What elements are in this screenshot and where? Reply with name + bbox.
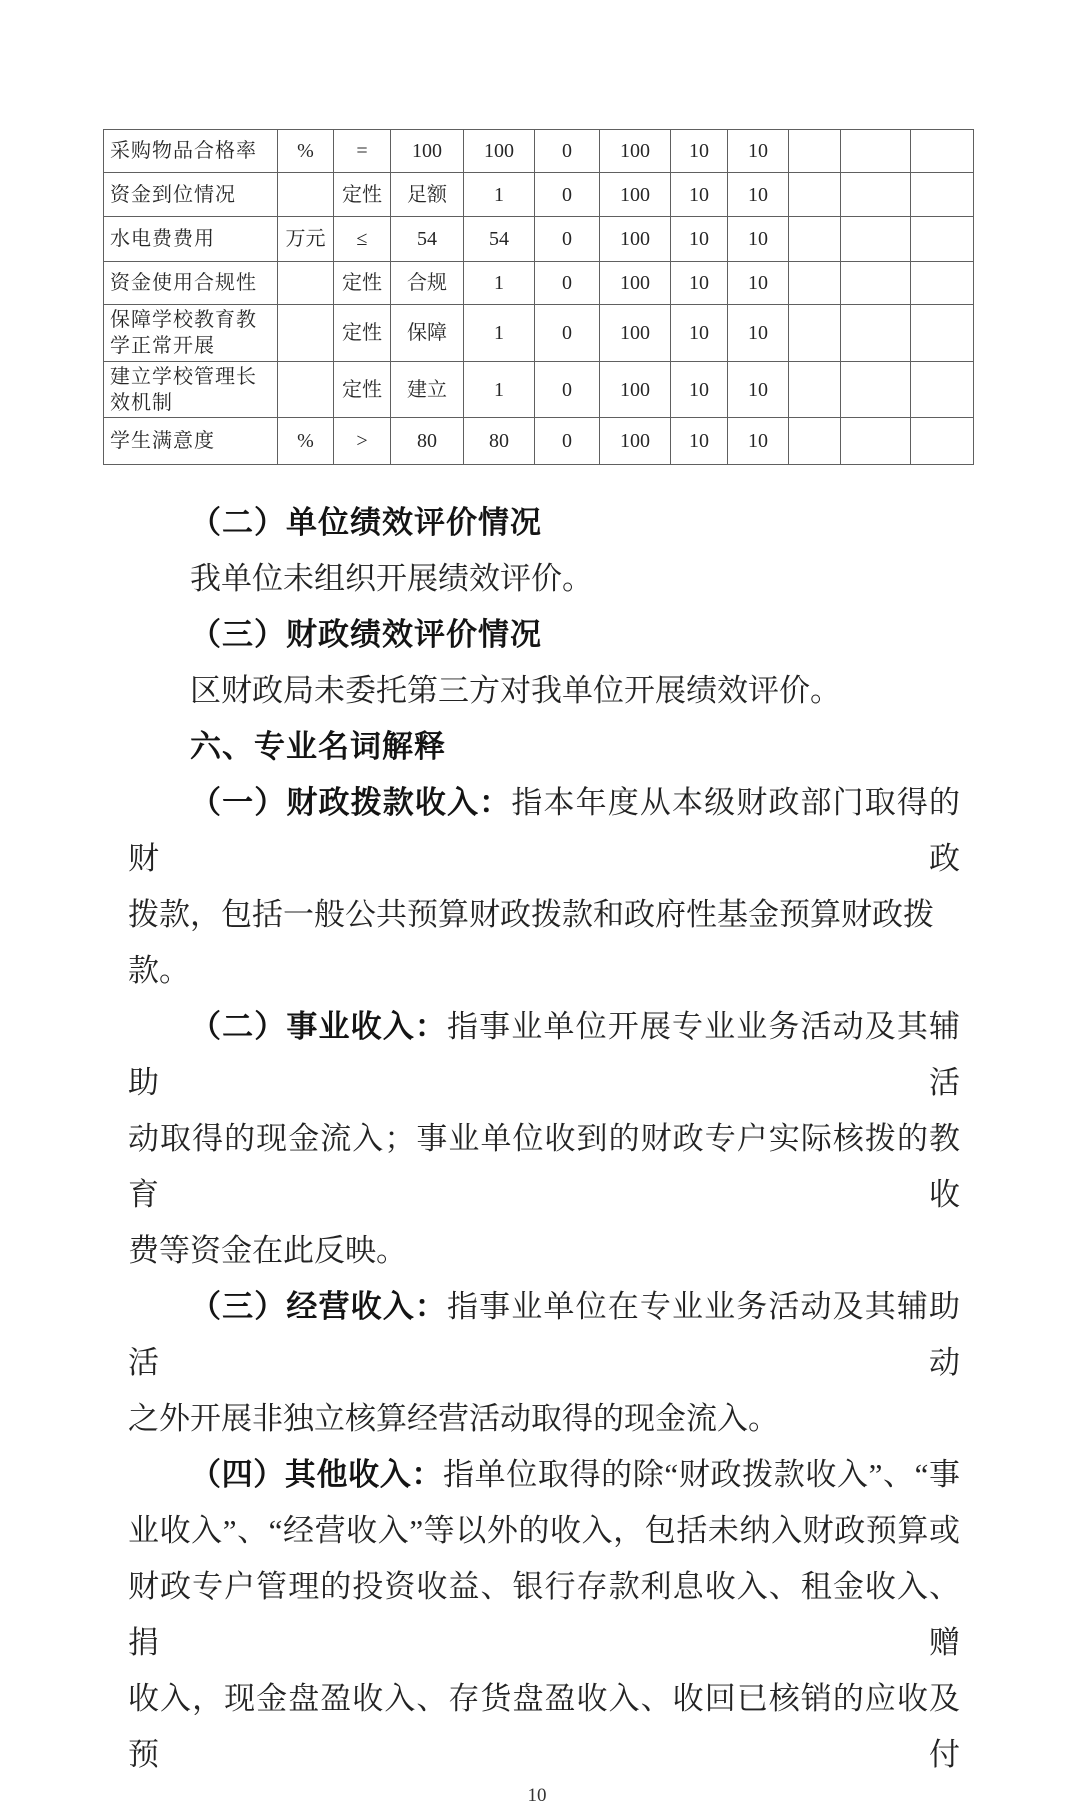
table-cell: 0 — [535, 130, 600, 173]
table-cell — [911, 418, 974, 465]
table-cell: 10 — [671, 217, 728, 262]
table-cell — [841, 418, 911, 465]
table-cell — [841, 305, 911, 362]
table-cell: 定性 — [334, 262, 391, 305]
table-cell: 10 — [728, 362, 789, 418]
line-other-income-3: 财政专户管理的投资收益、银行存款利息收入、租金收入、捐赠 — [128, 1569, 960, 1660]
table-cell — [789, 217, 841, 262]
document-page — [0, 129, 1074, 1809]
table-cell: 100 — [600, 305, 671, 362]
table-cell: 10 — [728, 418, 789, 465]
table-cell: 保障 — [391, 305, 464, 362]
table-cell: 10 — [671, 305, 728, 362]
table-cell: 水电费费用 — [104, 217, 278, 262]
row-management-mechanism — [104, 362, 974, 418]
table-cell — [789, 173, 841, 217]
line-fiscal-appropriation-income-2: 拨款，包括一般公共预算财政拨款和政府性基金预算财政拨款。 — [128, 897, 934, 988]
table-cell: 1 — [464, 362, 535, 418]
table-cell: 0 — [535, 262, 600, 305]
table-cell — [841, 173, 911, 217]
heading-unit-performance-evaluation — [128, 495, 960, 551]
table-cell: ≤ — [334, 217, 391, 262]
table-cell: 100 — [600, 173, 671, 217]
table-cell — [278, 362, 334, 418]
table-cell: 0 — [535, 173, 600, 217]
table-cell — [911, 173, 974, 217]
table-cell — [278, 305, 334, 362]
table-cell: 80 — [464, 418, 535, 465]
table-cell — [841, 362, 911, 418]
line-other-income-2: 业收入”、“经营收入”等以外的收入，包括未纳入财政预算或 — [128, 1513, 960, 1548]
term-label: （一）财政拨款收入： — [190, 785, 512, 820]
table-cell — [789, 305, 841, 362]
table-cell — [789, 130, 841, 173]
table-cell — [911, 305, 974, 362]
table-cell: % — [278, 418, 334, 465]
table-cell: 合规 — [391, 262, 464, 305]
para-unit-performance-evaluation: 我单位未组织开展绩效评价。 — [190, 561, 593, 596]
line-other-income-4: 收入，现金盘盈收入、存货盘盈收入、收回已核销的应收及预付 — [128, 1681, 960, 1772]
table-cell — [841, 130, 911, 173]
row-student-satisfaction — [104, 418, 974, 465]
table-cell: 10 — [671, 173, 728, 217]
table-cell: 10 — [671, 418, 728, 465]
table-cell: 10 — [728, 130, 789, 173]
term-label: （四）其他收入： — [190, 1457, 444, 1492]
table-cell: 1 — [464, 305, 535, 362]
indicator-score-table — [103, 129, 974, 465]
table-cell: 10 — [671, 362, 728, 418]
table-cell: 0 — [535, 217, 600, 262]
table-cell: 54 — [391, 217, 464, 262]
table-cell: 足额 — [391, 173, 464, 217]
table-cell — [911, 217, 974, 262]
table-cell: 建立学校管理长效机制 — [104, 362, 278, 418]
table-cell: 10 — [728, 305, 789, 362]
table-cell: 10 — [728, 217, 789, 262]
table-cell: 54 — [464, 217, 535, 262]
table-cell — [278, 262, 334, 305]
table-cell: 100 — [600, 130, 671, 173]
table-cell: 80 — [391, 418, 464, 465]
table-cell: 100 — [600, 217, 671, 262]
line-commercial-income-2: 之外开展非独立核算经营活动取得的现金流入。 — [128, 1401, 779, 1436]
row-procurement-pass-rate — [104, 130, 974, 173]
document-body — [128, 495, 960, 1783]
line-fiscal-appropriation-income-1: （一）财政拨款收入：指本年度从本级财政部门取得的财政 — [128, 785, 961, 876]
table-cell: > — [334, 418, 391, 465]
table-cell: 100 — [600, 262, 671, 305]
line-business-income-2: 动取得的现金流入；事业单位收到的财政专户实际核拨的教育收 — [128, 1121, 960, 1212]
table-cell: 0 — [535, 362, 600, 418]
table-cell: 100 — [464, 130, 535, 173]
heading-text: 六、专业名词解释 — [190, 729, 446, 764]
term-label: （二）事业收入： — [190, 1009, 448, 1044]
para-fiscal-performance-evaluation: 区财政局未委托第三方对我单位开展绩效评价。 — [190, 673, 841, 708]
table-cell — [278, 173, 334, 217]
table-cell: 建立 — [391, 362, 464, 418]
heading-text: （二）单位绩效评价情况 — [190, 505, 542, 540]
table-cell: 100 — [600, 362, 671, 418]
line-commercial-income-1: （三）经营收入：指事业单位在专业业务活动及其辅助活动 — [128, 1289, 961, 1380]
line-business-income-1: （二）事业收入：指事业单位开展专业业务活动及其辅助活 — [128, 1009, 961, 1100]
table-cell: 定性 — [334, 305, 391, 362]
heading-fiscal-performance-evaluation — [128, 607, 960, 663]
table-cell: 定性 — [334, 362, 391, 418]
row-utility-fee — [104, 217, 974, 262]
table-cell: 10 — [728, 173, 789, 217]
line-business-income-3: 费等资金在此反映。 — [128, 1233, 407, 1268]
page-number: 10 — [527, 1785, 547, 1806]
table-cell: 10 — [671, 130, 728, 173]
table-cell: 1 — [464, 173, 535, 217]
table-cell: 100 — [391, 130, 464, 173]
table-cell — [789, 418, 841, 465]
table-cell — [911, 362, 974, 418]
table-cell — [789, 262, 841, 305]
row-education-teaching-guarantee — [104, 305, 974, 362]
table-cell — [789, 362, 841, 418]
heading-text: （三）财政绩效评价情况 — [190, 617, 542, 652]
table-cell: % — [278, 130, 334, 173]
table-cell: 100 — [600, 418, 671, 465]
table-cell — [841, 262, 911, 305]
row-fund-use-compliance — [104, 262, 974, 305]
table-cell: 10 — [728, 262, 789, 305]
line-other-income-1: （四）其他收入：指单位取得的除“财政拨款收入”、“事 — [190, 1457, 960, 1492]
table-cell: 资金到位情况 — [104, 173, 278, 217]
table-cell — [841, 217, 911, 262]
term-label: （三）经营收入： — [190, 1289, 448, 1324]
table-cell: 定性 — [334, 173, 391, 217]
row-fund-arrival-status — [104, 173, 974, 217]
table-cell: 0 — [535, 418, 600, 465]
table-cell: = — [334, 130, 391, 173]
table-cell: 10 — [671, 262, 728, 305]
table-cell — [911, 262, 974, 305]
heading-terminology — [128, 719, 960, 775]
table-cell: 学生满意度 — [104, 418, 278, 465]
table-cell: 1 — [464, 262, 535, 305]
table-cell: 保障学校教育教学正常开展 — [104, 305, 278, 362]
table-cell: 资金使用合规性 — [104, 262, 278, 305]
table-cell: 采购物品合格率 — [104, 130, 278, 173]
table-cell: 0 — [535, 305, 600, 362]
table-cell — [911, 130, 974, 173]
table-cell: 万元 — [278, 217, 334, 262]
